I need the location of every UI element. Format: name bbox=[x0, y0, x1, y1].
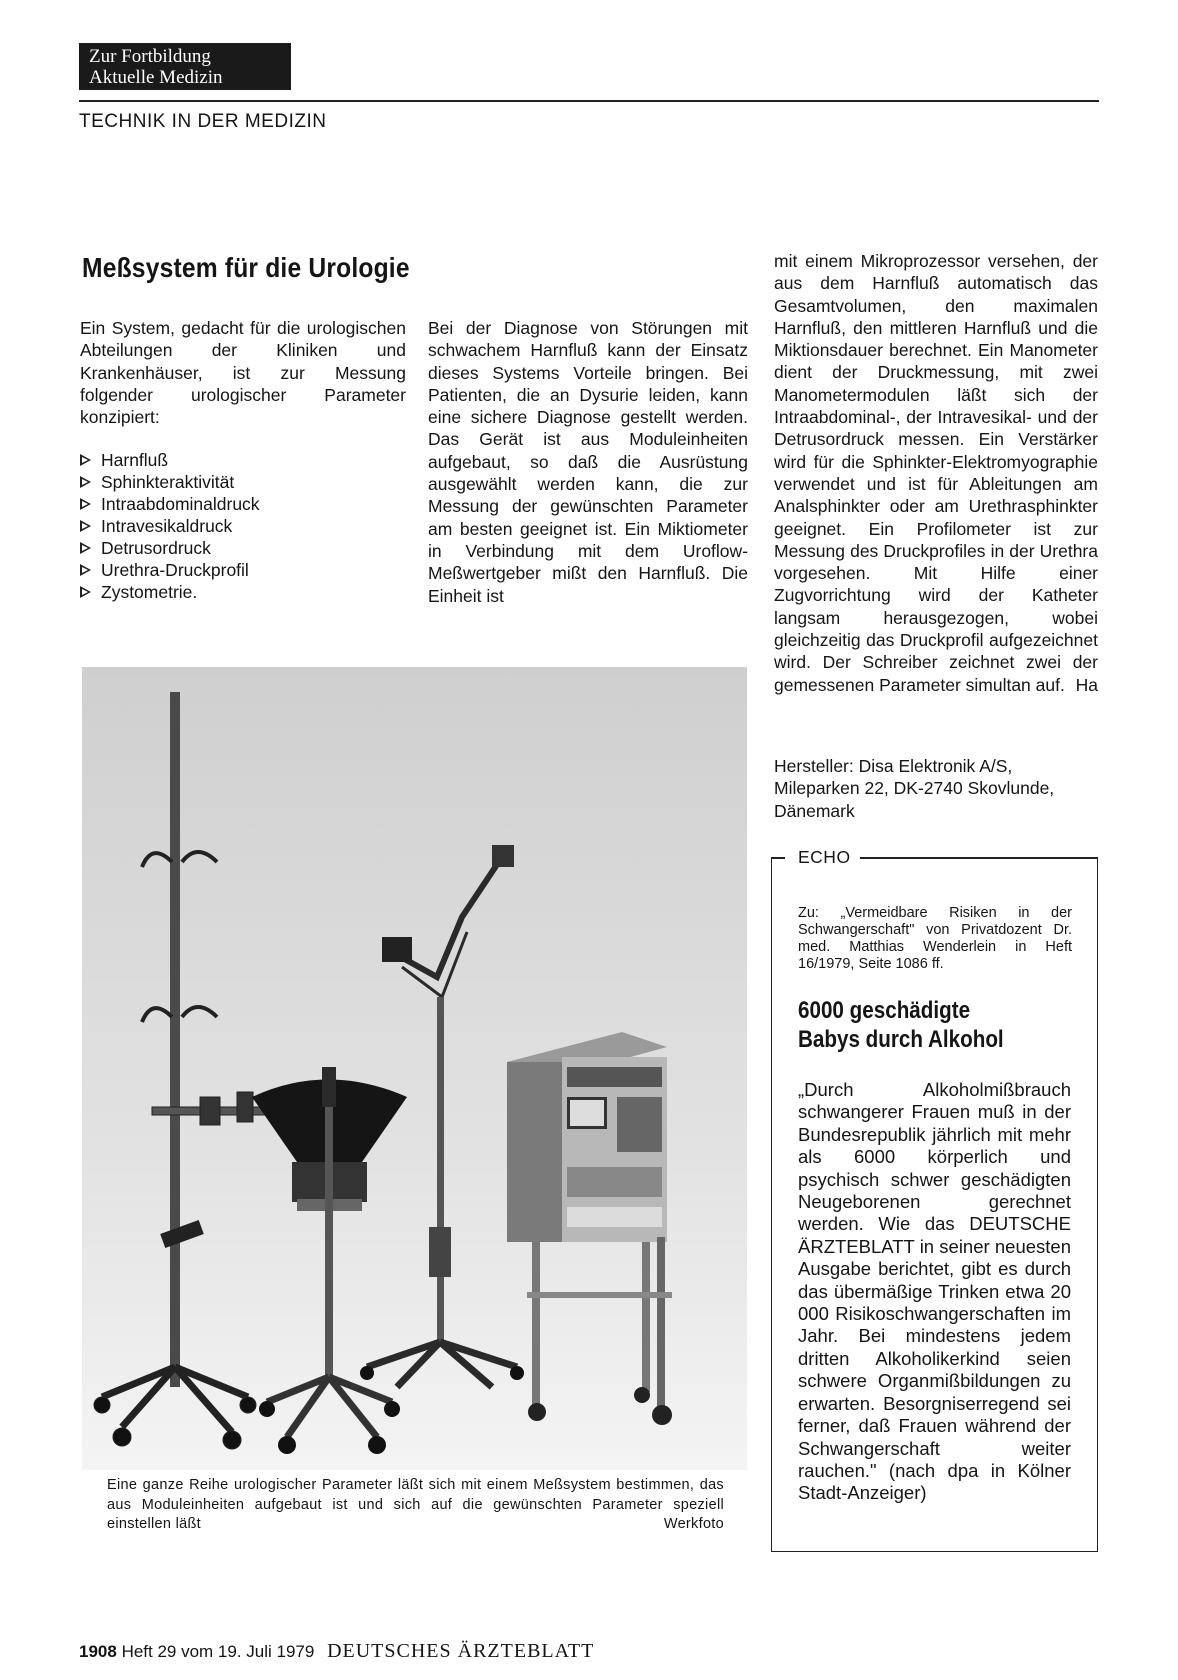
list-item: Intraabdominaldruck bbox=[80, 493, 260, 515]
list-item: Urethra-Druckprofil bbox=[80, 559, 260, 581]
article-column-1 bbox=[80, 317, 406, 428]
publication-name: DEUTSCHES ÄRZTEBLATT bbox=[327, 1640, 595, 1662]
header-rule bbox=[79, 100, 1099, 102]
triangle-bullet-icon bbox=[80, 586, 91, 598]
rubric-line-1: Zur Fortbildung bbox=[89, 46, 211, 67]
page-number: 1908 bbox=[79, 1642, 117, 1661]
triangle-bullet-icon bbox=[80, 564, 91, 576]
triangle-bullet-icon bbox=[80, 498, 91, 510]
list-item: Sphinkteraktivität bbox=[80, 471, 260, 493]
triangle-bullet-icon bbox=[80, 476, 91, 488]
list-item: Harnfluß bbox=[80, 449, 260, 471]
triangle-bullet-icon bbox=[80, 542, 91, 554]
rubric-badge bbox=[79, 43, 291, 90]
echo-body: „Durch Alkoholmißbrauch schwangerer Frauen muß in der Bundesrepublik jährlich mit mehr als 6000 körperlich und psychisch schwer geschädigten Neugeborenen gerechnet werden. Wie das DEUTSCHE ÄRZTEBLATT in seiner neuesten Ausgabe berichtet, gibt es durch das übermäßige Trinken etwa 20 000 Risikoschwangerschaften im Jahr. Bei mindestens jedem dritten Alkoholikerkind seien schwere Organmißbildungen zu erwarten. Besorgniserregend sei ferner, daß Frauen während der Schwangerschaft weiter rauchen." (nach dpa in Kölner Stadt-Anzeiger) bbox=[798, 1079, 1071, 1504]
photo-credit: Werkfoto bbox=[663, 1516, 724, 1532]
article-title: Meßsystem für die Urologie bbox=[82, 252, 410, 283]
echo-box-top-left bbox=[771, 857, 785, 859]
article-intro: Ein System, gedacht für die urologischen Abteilungen der Kliniken und Krankenhäuser, ist zur Messung folgender urologischer Parameter konzipiert: bbox=[80, 318, 406, 428]
issue-info: Heft 29 vom 19. Juli 1979 bbox=[121, 1642, 315, 1661]
manufacturer-info: Hersteller: Disa Elektronik A/S, Mileparken 22, DK-2740 Skovlunde, Dänemark bbox=[774, 756, 1055, 821]
parameter-list bbox=[80, 449, 260, 603]
triangle-bullet-icon bbox=[80, 520, 91, 532]
rubric-line-2: Aktuelle Medizin bbox=[89, 67, 223, 88]
author-initials: Ha bbox=[1075, 674, 1098, 695]
echo-label: ECHO bbox=[795, 847, 854, 868]
section-title: TECHNIK IN DER MEDIZIN bbox=[79, 111, 327, 132]
article-column-3: mit einem Mikroprozessor versehen, der aus dem Harnfluß automatisch das Gesamtvolumen, den maximalen Harnfluß, den mittleren Harnfluß und die Miktionsdauer berechnet. Ein Manometer dient der Druckmessung, mit zwei Manometermodulen läßt sich der Intraabdominal-, der Intravesikal- und der Detrusordruck messen. Ein Verstärker wird für die Sphinkter-Elektromyographie verwendet und ist für Ableitungen am Analsphinkter oder am Urethrasphinkter geeignet. Ein Profilometer ist zur Messung des Druckprofiles in der Urethra vorgesehen. Mit Hilfe einer Zugvorrichtung wird der Katheter langsam herausgezogen, wobei gleichzeitig das Druckprofil aufgezeichnet wird. Der Schreiber zeichnet zwei der gemessenen Parameter simultan auf. Ha bbox=[774, 251, 1098, 695]
page-footer bbox=[79, 1640, 594, 1663]
list-item: Intravesikaldruck bbox=[80, 515, 260, 537]
product-photo bbox=[82, 667, 747, 1470]
echo-reference: Zu: „Vermeidbare Risiken in der Schwangerschaft" von Privatdozent Dr. med. Matthias Wenderlein in Heft 16/1979, Seite 1086 ff. bbox=[798, 905, 1072, 972]
list-item: Detrusordruck bbox=[80, 537, 260, 559]
echo-headline: 6000 geschädigte Babys durch Alkohol bbox=[798, 997, 1004, 1053]
echo-box-top-right bbox=[860, 857, 1098, 859]
photo-caption: Eine ganze Reihe urologischer Parameter läßt sich mit einem Meßsystem bestimmen, das aus Moduleinheiten aufgebaut ist und sich auf die gewünschten Parameter speziell einstellen läßt Werkfoto bbox=[107, 1476, 724, 1535]
list-item: Zystometrie. bbox=[80, 581, 260, 603]
triangle-bullet-icon bbox=[80, 454, 91, 466]
article-column-2: Bei der Diagnose von Störungen mit schwachem Harnfluß kann der Einsatz dieses Systems Vorteile bringen. Bei Patienten, die an Dysurie leiden, kann eine sichere Diagnose gestellt werden. Das Gerät ist aus Moduleinheiten aufgebaut, so daß die Ausrüstung ausgewählt werden kann, die zur Messung der gewünschten Parameter am besten geeignet ist. Ein Miktiometer in Verbindung mit dem Uroflow-Meßwertgeber mißt den Harnfluß. Die Einheit ist bbox=[428, 318, 748, 606]
